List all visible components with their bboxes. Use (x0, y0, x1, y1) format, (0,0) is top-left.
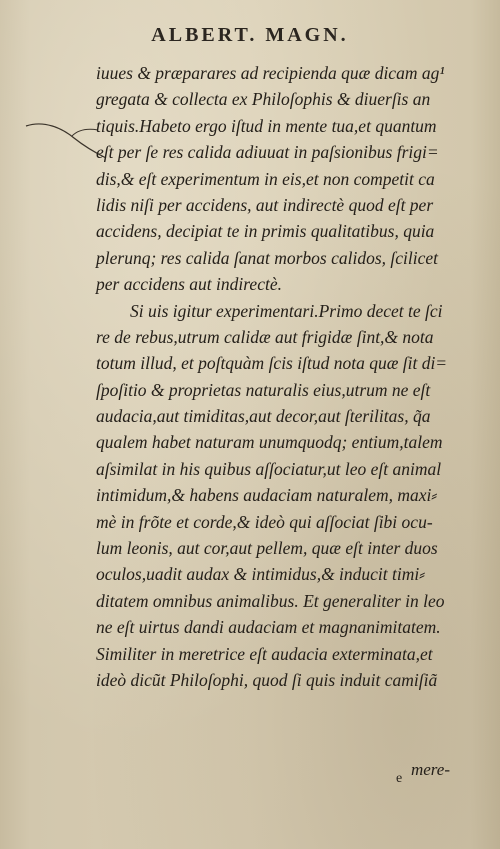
text-line: iuues & prӕparares ad recipienda quӕ dicam ag¹ (96, 63, 445, 83)
text-line: dis,& eſt experimentum in eis,et non competit ca (96, 168, 435, 189)
text-line: intimidum,& habens audaciam naturalem, maxi⸗ (96, 485, 438, 506)
text-line: oculos,uadit audax & intimidus,& inducit timi⸗ (96, 564, 426, 585)
paragraph-start-line: Si uis igitur experimentari.Primo decet te ſci (130, 300, 443, 321)
text-line: lum leonis, aut cor,aut pellem, quӕ eſt inter duos (96, 538, 438, 559)
text-line: tiquis.Habeto ergo iſtud in mente tua,et quantum (96, 115, 437, 136)
text-line: ſpoſitio & proprietas naturalis eius,utrum ne eſt (96, 379, 431, 400)
text-line: lidis niſi per accidens, aut indirectè quod eſt per (96, 194, 434, 215)
text-line: plerunq; res calida ſanat morbos calidos, ſcilicet (96, 247, 439, 268)
running-title: ALBERT. MAGN. (151, 24, 349, 46)
text-line: qualem habet naturam unumquodq; entium,talem (96, 432, 443, 453)
text-line: ditatem omnibus animalibus. Et generaliter in leo (96, 590, 445, 611)
text-line: ne eſt uirtus dandi audaciam et magnanimitatem. (96, 617, 441, 638)
body-text (96, 60, 476, 693)
text-line: ideò dicũt Philoſophi, quod ſi quis induit camiſiã (96, 669, 438, 690)
text-line: totum illud, et poſtquàm ſcis iſtud nota quӕ ſit di= (96, 353, 448, 374)
text-line: Similiter in meretrice eſt audacia exterminata,et (96, 643, 433, 664)
text-line: aſsimilat in his quibus aſſociatur,ut leo eſt animal (96, 458, 442, 479)
text-line: accidens, decipiat te in primis qualitatibus, quia (96, 221, 435, 242)
text-line: audacia,aut timiditas,aut decor,aut ſterilitas, q̃a (96, 406, 431, 427)
text-line: mè in frõte et corde,& ideò qui aſſociat ſibi ocu- (96, 511, 433, 532)
catchword: mere- (410, 760, 450, 779)
signature-mark: e (396, 771, 403, 786)
text-line: gregata & collecta ex Philoſophis & diuerſis an (96, 89, 431, 110)
text-line: re de rebus,utrum calidӕ aut frigidӕ ſint,& nota (96, 326, 434, 347)
text-line: per accidens aut indirectè. (96, 274, 282, 295)
text-line: eſt per ſe res calida adiuuat in paſsionibus frigi= (96, 142, 439, 163)
